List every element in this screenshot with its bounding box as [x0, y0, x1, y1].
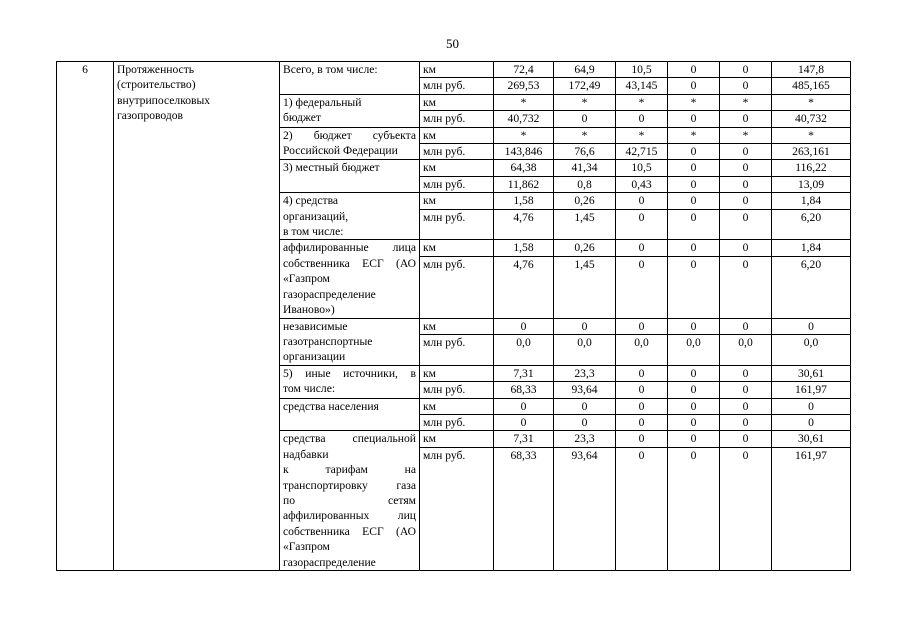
value-cell: 0 [668, 144, 720, 160]
unit-cell: км [420, 62, 494, 78]
value-cell: 0 [554, 318, 616, 334]
unit-cell: км [420, 160, 494, 176]
value-cell: 93,64 [554, 447, 616, 570]
value-cell: 0,0 [720, 334, 772, 365]
total-cell: 6,20 [772, 209, 851, 240]
value-cell: 0 [720, 193, 772, 209]
value-cell: 0 [720, 160, 772, 176]
funding-source-line: средства населения [283, 399, 379, 413]
total-cell: 6,20 [772, 256, 851, 318]
unit-cell: млн руб. [420, 382, 494, 398]
funding-source-line: Российской Федерации [283, 144, 398, 158]
total-cell: 0,0 [772, 334, 851, 365]
value-cell: 0 [720, 431, 772, 447]
unit-cell: км [420, 398, 494, 414]
item-name [114, 62, 280, 571]
value-cell: 0 [554, 111, 616, 127]
value-cell: 0 [668, 240, 720, 256]
value-cell: 0 [720, 176, 772, 192]
value-cell: 93,64 [554, 382, 616, 398]
unit-cell: млн руб. [420, 176, 494, 192]
value-cell: * [668, 94, 720, 110]
total-cell: 1,84 [772, 240, 851, 256]
funding-source-line: том числе: [283, 382, 336, 396]
value-cell: 76,6 [554, 144, 616, 160]
total-cell: 30,61 [772, 431, 851, 447]
value-cell: 0 [720, 318, 772, 334]
value-cell: 143,846 [494, 144, 554, 160]
funding-source-line: организации [283, 350, 346, 364]
value-cell: 0 [720, 414, 772, 430]
funding-source [280, 193, 420, 240]
value-cell: * [668, 127, 720, 143]
value-cell: 0 [720, 382, 772, 398]
value-cell: * [616, 127, 668, 143]
total-cell: 161,97 [772, 447, 851, 570]
value-cell: 40,732 [494, 111, 554, 127]
funding-source-line: «Газпром [283, 272, 330, 286]
value-cell: 0 [720, 111, 772, 127]
funding-source-line: газораспределение [283, 555, 376, 569]
table-row [57, 62, 851, 78]
table-body [57, 62, 851, 571]
value-cell: 0 [668, 365, 720, 381]
funding-source-line: бюджет [283, 111, 321, 125]
value-cell: 0 [616, 447, 668, 570]
value-cell: 1,45 [554, 256, 616, 318]
value-cell: * [554, 127, 616, 143]
unit-cell: км [420, 240, 494, 256]
value-cell: 0 [616, 414, 668, 430]
unit-cell: км [420, 127, 494, 143]
total-cell: 263,161 [772, 144, 851, 160]
funding-source [280, 365, 420, 398]
funding-source-line: 4) средства [283, 194, 339, 208]
value-cell: 72,4 [494, 62, 554, 78]
unit-cell: млн руб. [420, 144, 494, 160]
value-cell: 0 [616, 256, 668, 318]
unit-cell: км [420, 94, 494, 110]
funding-source [280, 240, 420, 318]
funding-source-line: собственника ЕСГ (АО [283, 256, 416, 270]
item-number: 6 [57, 62, 114, 571]
value-cell: 0 [616, 318, 668, 334]
funding-source-line: 1) федеральный [283, 95, 362, 109]
total-cell: 485,165 [772, 78, 851, 94]
value-cell: 0 [668, 431, 720, 447]
value-cell: 0 [616, 431, 668, 447]
value-cell: 0 [616, 365, 668, 381]
value-cell: 7,31 [494, 431, 554, 447]
value-cell: 0 [668, 398, 720, 414]
value-cell: 0,43 [616, 176, 668, 192]
value-cell: 0 [616, 240, 668, 256]
unit-cell: млн руб. [420, 414, 494, 430]
funding-source-line: организаций, [283, 209, 349, 223]
unit-cell: км [420, 193, 494, 209]
value-cell: 0 [668, 160, 720, 176]
funding-source [280, 94, 420, 127]
funding-source-line: надбавки [283, 447, 329, 461]
funding-source [280, 62, 420, 95]
funding-source-line: 5) иные источники, в [283, 366, 416, 380]
value-cell: 269,53 [494, 78, 554, 94]
funding-source-line: по сетям [283, 493, 416, 507]
funding-source-line: независимые [283, 319, 348, 333]
value-cell: 0 [720, 447, 772, 570]
investment-table [56, 61, 851, 571]
value-cell: 0,26 [554, 193, 616, 209]
value-cell: 4,76 [494, 256, 554, 318]
value-cell: 0 [720, 78, 772, 94]
funding-source-line: 3) местный бюджет [283, 161, 380, 175]
funding-source [280, 160, 420, 193]
value-cell: 0 [720, 209, 772, 240]
total-cell: 1,84 [772, 193, 851, 209]
value-cell: 0 [616, 382, 668, 398]
item-name-line: Протяженность [117, 63, 195, 76]
value-cell: 68,33 [494, 447, 554, 570]
value-cell: 41,34 [554, 160, 616, 176]
item-name-line: (строительство) [117, 78, 196, 92]
total-cell: 147,8 [772, 62, 851, 78]
value-cell: 0 [494, 318, 554, 334]
funding-source-line: газораспределение [283, 287, 376, 301]
funding-source-line: Всего, в том числе: [283, 63, 378, 76]
value-cell: 64,9 [554, 62, 616, 78]
value-cell: 172,49 [554, 78, 616, 94]
value-cell: 0 [720, 256, 772, 318]
total-cell: 0 [772, 318, 851, 334]
unit-cell: млн руб. [420, 111, 494, 127]
value-cell: 0 [668, 414, 720, 430]
value-cell: 0 [668, 78, 720, 94]
value-cell: 68,33 [494, 382, 554, 398]
funding-source-line: Иваново») [283, 303, 335, 317]
funding-source-line: собственника ЕСГ (АО [283, 524, 416, 538]
value-cell: 0 [720, 365, 772, 381]
page-number: 50 [446, 36, 459, 51]
value-cell: 0 [668, 176, 720, 192]
value-cell: 1,58 [494, 193, 554, 209]
value-cell: 0 [668, 318, 720, 334]
unit-cell: км [420, 318, 494, 334]
funding-source-line: аффилированных лиц [283, 509, 416, 523]
value-cell: 0 [494, 414, 554, 430]
unit-cell: млн руб. [420, 256, 494, 318]
value-cell: 42,715 [616, 144, 668, 160]
funding-source [280, 318, 420, 365]
value-cell: 0 [554, 398, 616, 414]
value-cell: 0,8 [554, 176, 616, 192]
funding-source-line: 2) бюджет субъекта [283, 128, 416, 142]
value-cell: 0,0 [616, 334, 668, 365]
value-cell: 64,38 [494, 160, 554, 176]
value-cell: 10,5 [616, 160, 668, 176]
unit-cell: млн руб. [420, 78, 494, 94]
value-cell: 0,0 [668, 334, 720, 365]
value-cell: * [720, 94, 772, 110]
value-cell: 0 [616, 398, 668, 414]
funding-source-line: аффилированные лица [283, 241, 416, 255]
value-cell: * [616, 94, 668, 110]
unit-cell: млн руб. [420, 209, 494, 240]
value-cell: 0 [616, 193, 668, 209]
value-cell: 0 [554, 414, 616, 430]
funding-source-line: средства специальной [283, 432, 416, 446]
value-cell: 43,145 [616, 78, 668, 94]
value-cell: 0 [668, 382, 720, 398]
unit-cell: км [420, 365, 494, 381]
value-cell: 0,0 [554, 334, 616, 365]
item-name-line: газопроводов [117, 109, 184, 123]
value-cell: 0 [668, 256, 720, 318]
value-cell: 0 [668, 111, 720, 127]
value-cell: 0,0 [494, 334, 554, 365]
funding-source [280, 431, 420, 571]
total-cell: 116,22 [772, 160, 851, 176]
total-cell: 161,97 [772, 382, 851, 398]
value-cell: 0 [720, 62, 772, 78]
value-cell: 11,862 [494, 176, 554, 192]
value-cell: 23,3 [554, 431, 616, 447]
value-cell: 1,45 [554, 209, 616, 240]
total-cell: 30,61 [772, 365, 851, 381]
unit-cell: км [420, 431, 494, 447]
value-cell: 7,31 [494, 365, 554, 381]
value-cell: 0 [494, 398, 554, 414]
funding-source-line: «Газпром [283, 540, 330, 554]
funding-source-line: в том числе: [283, 225, 344, 239]
value-cell: 0 [616, 111, 668, 127]
total-cell: 0 [772, 414, 851, 430]
value-cell: 0,26 [554, 240, 616, 256]
total-cell: * [772, 94, 851, 110]
value-cell: 4,76 [494, 209, 554, 240]
unit-cell: млн руб. [420, 334, 494, 365]
total-cell: * [772, 127, 851, 143]
value-cell: 0 [720, 240, 772, 256]
total-cell: 0 [772, 398, 851, 414]
funding-source-line: транспортировку газа [283, 478, 416, 492]
value-cell: 0 [720, 144, 772, 160]
value-cell: * [720, 127, 772, 143]
value-cell: * [494, 127, 554, 143]
value-cell: 1,58 [494, 240, 554, 256]
funding-source-line: к тарифам на [283, 463, 416, 477]
value-cell: 0 [668, 209, 720, 240]
unit-cell: млн руб. [420, 447, 494, 570]
value-cell: * [494, 94, 554, 110]
funding-source [280, 127, 420, 160]
total-cell: 40,732 [772, 111, 851, 127]
value-cell: * [554, 94, 616, 110]
value-cell: 0 [668, 193, 720, 209]
value-cell: 10,5 [616, 62, 668, 78]
item-name-line: внутрипоселковых [117, 93, 211, 107]
funding-source-line: газотранспортные [283, 334, 373, 348]
value-cell: 0 [720, 398, 772, 414]
value-cell: 0 [668, 447, 720, 570]
total-cell: 13,09 [772, 176, 851, 192]
value-cell: 23,3 [554, 365, 616, 381]
value-cell: 0 [616, 209, 668, 240]
value-cell: 0 [668, 62, 720, 78]
funding-source [280, 398, 420, 431]
